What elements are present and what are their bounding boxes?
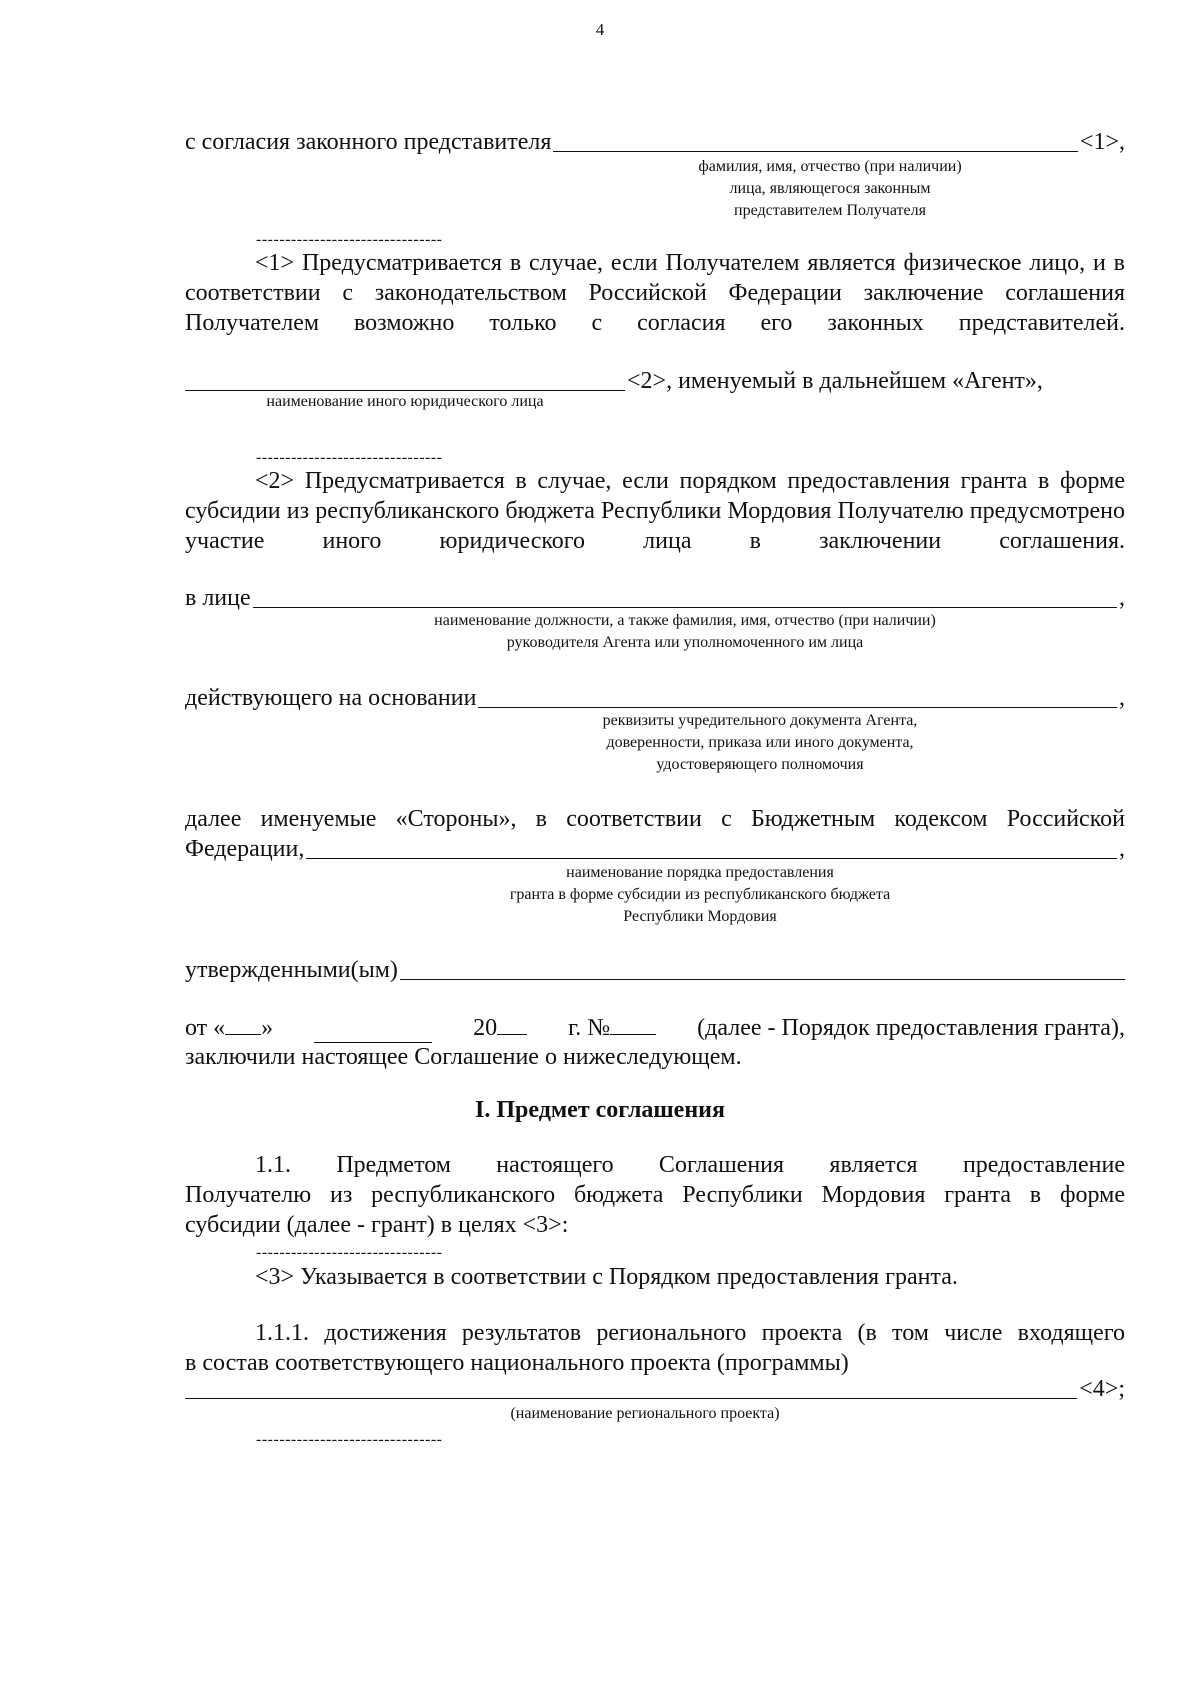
representative-blank[interactable] — [553, 129, 1078, 152]
day-blank[interactable] — [225, 1012, 261, 1035]
procedure-caption: наименование порядка предоставления гранта в форме субсидии из республиканского бюджета Республики Мордовия — [509, 864, 891, 925]
date-line: от « » 20 г. № (далее - Порядок предоставления гранта), — [185, 1012, 1125, 1043]
representative-label: с согласия законного представителя — [185, 129, 552, 155]
footnote-divider: -------------------------------- — [256, 1244, 443, 1261]
month-blank[interactable] — [314, 1020, 432, 1043]
approved-blank[interactable] — [400, 957, 1125, 980]
basis-label: действующего на основании — [185, 685, 477, 711]
year-blank[interactable] — [497, 1012, 527, 1035]
number-blank[interactable] — [610, 1012, 656, 1035]
concluded-text: заключили настоящее Соглашение о нижеследующем. — [185, 1044, 742, 1070]
clause-1-1-1-line-2: в состав соответствующего национального проекта (программы) — [185, 1350, 849, 1376]
project-blank[interactable] — [185, 1376, 1077, 1399]
clause-1-1-line-1: 1.1. Предметом настоящего Соглашения является предоставление — [255, 1152, 1125, 1178]
clause-1-1-line-3: субсидии (далее - грант) в целях <3>: — [185, 1212, 569, 1238]
page-number: 4 — [595, 20, 605, 39]
agent-caption: наименование иного юридического лица — [266, 393, 544, 410]
approved-line — [185, 955, 1125, 985]
footnote-divider: -------------------------------- — [256, 231, 443, 248]
agent-blank[interactable] — [185, 368, 625, 391]
section-title: I. Предмет соглашения — [475, 1097, 725, 1123]
footnote-2: <2> Предусматривается в случае, если порядком предоставления гранта в форме субсидии из республиканского бюджета Республики Мордовия Получателю предусмотрено участие иного юридического лица в заключении соглашения. — [185, 468, 1125, 554]
approved-label: утвержденными(ым) — [185, 957, 398, 983]
footnote-divider: -------------------------------- — [256, 449, 443, 466]
basis-blank[interactable] — [478, 685, 1117, 708]
project-caption: (наименование регионального проекта) — [510, 1405, 780, 1422]
parties-line-2: Федерации, , — [185, 836, 1125, 862]
basis-line: действующего на основании , — [185, 685, 1125, 711]
representative-line — [185, 127, 1125, 157]
project-line: <4>; — [185, 1374, 1125, 1404]
representative-caption: фамилия, имя, отчество (при наличии) лица, являющегося законным представителем Получателя — [698, 158, 962, 219]
clause-1-1-line-2: Получателю из республиканского бюджета Республики Мордовия гранта в форме — [185, 1182, 1125, 1208]
person-caption: наименование должности, а также фамилия, имя, отчество (при наличии) руководителя Агента или уполномоченного им лица — [434, 612, 936, 651]
clause-1-1-1-line-1: 1.1.1. достижения результатов регионального проекта (в том числе входящего — [255, 1320, 1125, 1346]
footnote-1: <1> Предусматривается в случае, если Получателем является физическое лицо, и в соответствии с законодательством Российской Федерации заключение соглашения Получателем возможно только с согласия его законных представителей. — [185, 250, 1125, 336]
agent-label: <2>, именуемый в дальнейшем «Агент», — [627, 368, 1043, 394]
person-blank[interactable] — [253, 585, 1117, 608]
basis-caption: реквизиты учредительного документа Агента, доверенности, приказа или иного документа, удостоверяющего полномочия — [602, 712, 918, 773]
procedure-blank[interactable] — [306, 836, 1117, 859]
representative-ref: <1>, — [1079, 129, 1125, 155]
person-line: в лице , — [185, 585, 1125, 611]
parties-line-1: далее именуемые «Стороны», в соответствии с Бюджетным кодексом Российской — [185, 806, 1125, 832]
footnote-3: <3> Указывается в соответствии с Порядком предоставления гранта. — [255, 1264, 958, 1290]
person-label: в лице — [185, 585, 251, 611]
footnote-divider: -------------------------------- — [256, 1431, 443, 1448]
